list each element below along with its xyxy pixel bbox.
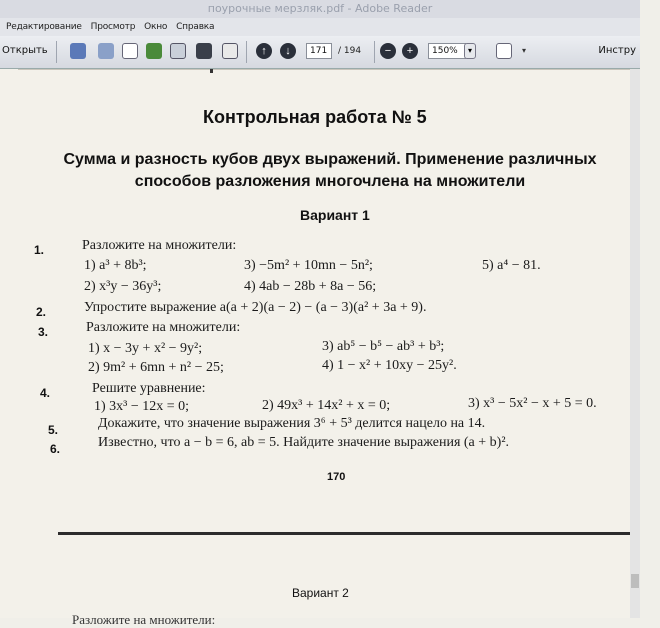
page-number-input[interactable]: 171 [306,43,332,59]
menu-edit[interactable]: Редактирование [6,22,82,32]
zoom-level-input[interactable]: 150% [428,43,466,59]
task-2-number: 2. [36,305,47,319]
window-titlebar [0,0,640,18]
menu-help[interactable]: Справка [176,22,215,32]
window-title: поурочные мерзляк.pdf - Adobe Reader [207,2,433,15]
task-1-item-3: 3) −5m² + 10mn − 5n²; [244,258,373,273]
task-4-item-1: 1) 3x³ − 12x = 0; [94,399,190,414]
menu-view[interactable]: Просмотр [90,22,136,32]
toolbar-separator [56,41,57,63]
toolbar [0,36,640,69]
task-1-item-1: 1) a³ + 8b³; [84,258,147,273]
page-total-label: / 194 [338,46,362,56]
task-6-text: Известно, что a − b = 6, ab = 5. Найдите значение выражения (a + b)². [98,435,510,450]
scrollbar-thumb[interactable] [631,574,639,588]
email-icon[interactable] [222,43,238,59]
task-4-item-2: 2) 49x³ + 14x² + x = 0; [262,398,391,413]
task-3-item-4: 4) 1 − x² + 10xy − 25y². [322,358,457,373]
create-pdf-icon[interactable] [70,43,86,59]
task-1-item-5: 5) a⁴ − 81. [482,258,541,273]
page-number: 170 [327,471,346,483]
task-4-number: 4. [40,386,51,400]
zoom-out-icon[interactable]: − [380,43,396,59]
next-page-icon[interactable]: ↓ [280,43,296,59]
task-3-text: Разложите на множители: [86,320,241,335]
menu-window[interactable]: Окно [144,22,168,32]
variant-2-heading: Вариант 2 [292,586,349,600]
task-2-text: Упростите выражение a(a + 2)(a − 2) − (a − 3)(a² + 3a + 9). [84,300,427,315]
task-3-item-1: 1) x − 3y + x² − 9y²; [88,341,203,356]
recycle-icon[interactable] [146,43,162,59]
zoom-dropdown-icon[interactable]: ▾ [464,43,476,59]
fit-page-icon[interactable] [496,43,512,59]
zoom-in-icon[interactable]: + [402,43,418,59]
task-6-number: 6. [50,442,61,456]
vertical-scrollbar[interactable] [630,69,640,618]
page-top-mark [210,69,213,73]
task-1-item-4: 4) 4ab − 28b + 8a − 56; [244,279,377,294]
test-subtitle-line2: способов разложения многочлена на множители [134,173,526,190]
task-3-number: 3. [38,325,49,339]
page-top-border [18,69,640,70]
toolbar-separator [374,41,375,63]
previous-page-icon[interactable]: ↑ [256,43,272,59]
menu-bar [0,18,640,36]
task-1-item-2: 2) x³y − 36y³; [84,279,162,294]
variant-1-heading: Вариант 1 [300,207,370,223]
save-icon[interactable] [170,43,186,59]
tools-button[interactable]: Инстру [598,45,636,56]
task-3-item-2: 2) 9m² + 6mn + n² − 25; [88,360,224,375]
print-icon[interactable] [196,43,212,59]
task-4-item-3: 3) x³ − 5x² − x + 5 = 0. [468,396,597,411]
task-5-text: Докажите, что значение выражения 3⁶ + 5³ делится нацело на 14. [98,416,486,431]
test-title: Контрольная работа № 5 [203,107,427,127]
next-page-text: Разложите на множители: [72,612,216,627]
open-button[interactable]: Открыть [2,45,48,56]
more-tools-icon[interactable]: ▾ [522,46,527,55]
task-3-item-3: 3) ab⁵ − b⁵ − ab³ + b³; [322,339,445,354]
task-5-number: 5. [48,423,59,437]
task-1-number: 1. [34,243,45,257]
document-page [0,69,640,627]
web-capture-icon[interactable] [98,43,114,59]
page-divider [58,532,640,535]
toolbar-separator [246,41,247,63]
test-subtitle-line1: Сумма и разность кубов двух выражений. Применение различных [63,151,597,168]
task-4-text: Решите уравнение: [92,381,206,396]
edit-document-icon[interactable] [122,43,138,59]
task-1-text: Разложите на множители: [82,238,237,253]
